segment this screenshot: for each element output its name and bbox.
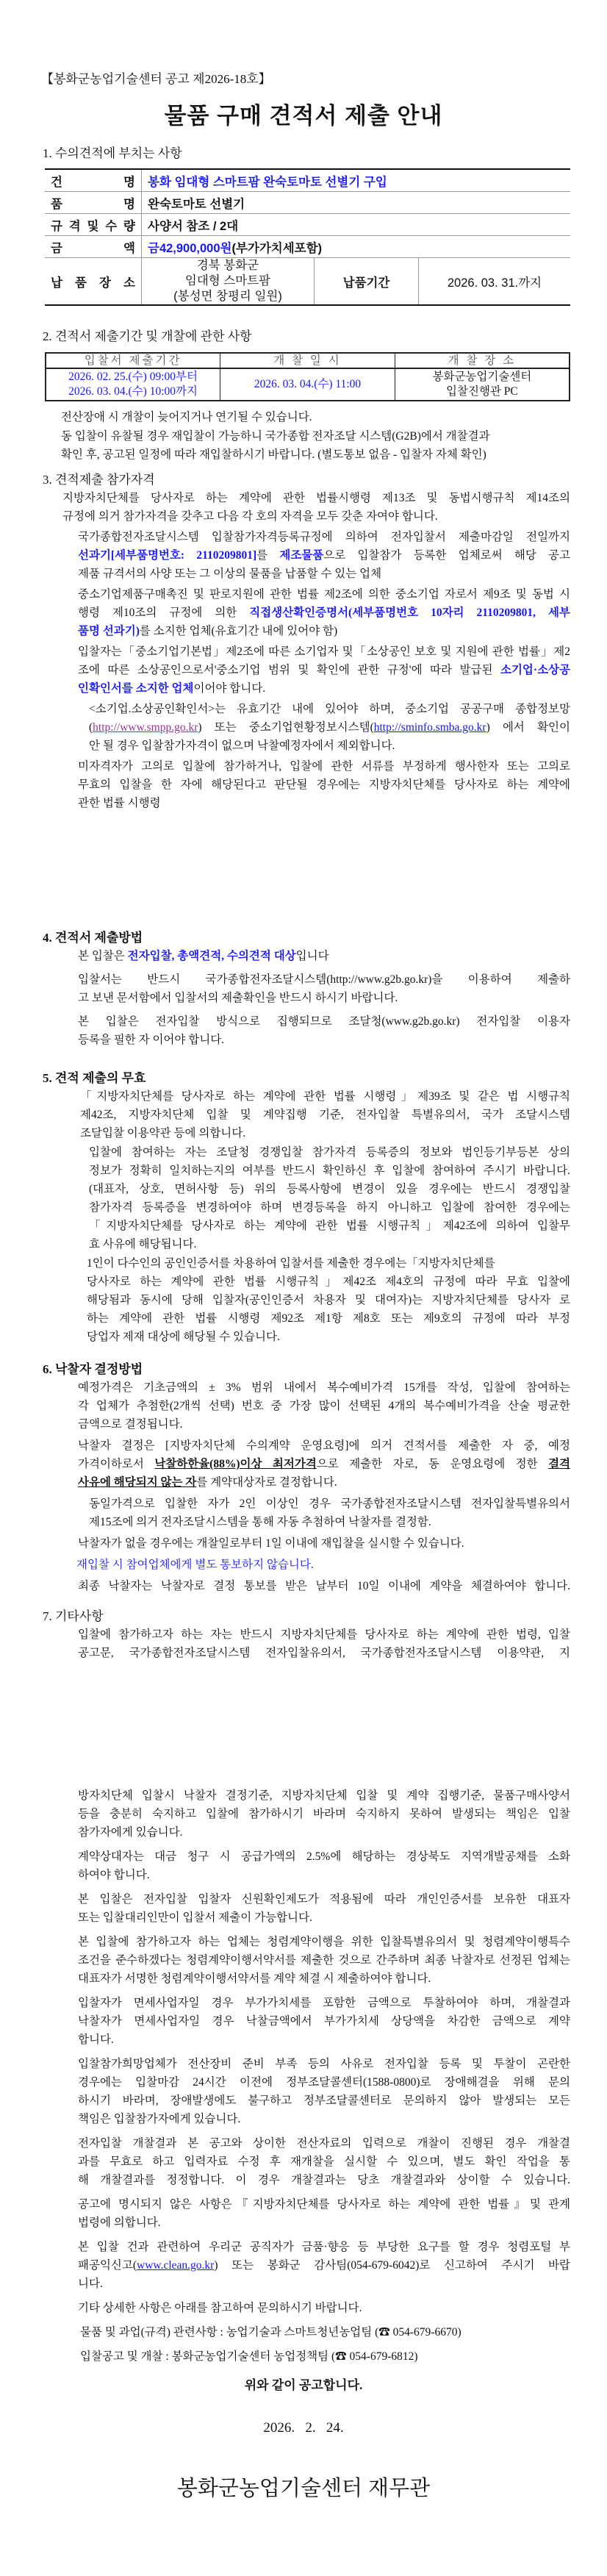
text-line: 당업자 제재 대상에 해당될 수 있습니다. [87,1331,280,1343]
list-item [0,1933,607,1988]
row-label: 품 명 [45,192,142,214]
list-item [0,947,607,965]
text-line: 제42조, 지방자치단체 입찰 및 계약집행 기준, 전자입찰 특별유의서, 국가 조달시스템 [80,1109,570,1121]
emphasis-text: 사유에 해당되지 않는 자 [78,1476,197,1489]
text-line: 입찰에 참가하고자 하는 자는 반드시 지방자치단체를 당사자로 하는 계약에 관한 법령, 입찰 [78,1628,570,1641]
text-line: <소기업.소상공인확인서>는 유효기간 내에 있어야 하며, 중소기업 공공구매 종합정보망 [89,703,570,715]
table-row [45,192,570,214]
text-line: 미자격자가 고의로 입찰에 참가하거나, 입찰에 관한 서류를 부정하게 행사한자 또는 고의로 [78,760,570,773]
period-end: 2026. 03. 04.(수) 10:00까지 [68,385,198,398]
text-line: 합니다. [78,2033,114,2046]
list-item [0,1786,607,1842]
text-line [76,1556,570,1574]
notice-date: 2026. 2. 24. [263,2420,344,2436]
text-line: 법령에 의합니다. [78,2217,161,2229]
text-line: 입찰참가희망업체가 전산장비 준비 부족 등의 사유로 전자입찰 등록 및 투찰이 곤란한 [78,2058,570,2070]
column-header: 개 찰 장 소 [395,353,570,368]
text-line [78,604,570,622]
text-line: 확인 후, 공고된 일정에 따라 재입찰하시기 바랍니다. (별도통보 없음 - 입찰자 자체 확인) [61,448,486,461]
emphasis-text: 인확인서를 소지한 업체 [78,682,194,695]
opening-place [395,368,570,401]
list-item [0,1577,607,1595]
section-heading: 7. 기타사항 [43,1609,104,1623]
list-item [0,1012,607,1049]
text-run: 를 소지한 업체(유효기간 내에 있어야 함) [139,625,338,637]
issuer: 봉화군농업기술센터 재무관 [176,2477,431,2500]
link[interactable]: http://sminfo.smba.go.kr [373,721,486,734]
table-row [45,214,570,236]
text-line: 해 개찰결과를 정정합니다. 이 경우 개찰결과는 당초 개찰결과와 상이할 수 있습니다. [78,2174,570,2186]
text-line: 참가자격 등록증을 변경하여야 하며 변경등록을 하지 아니하고 입찰에 참여한 경우에는 [89,1201,570,1214]
text-line: 고 보낸 문서함에서 입찰서의 제출확인을 반드시 하시기 바랍니다. [78,992,398,1004]
place-line: 입찰진행관 PC [446,385,518,398]
list-item [0,2323,607,2341]
list-item [0,1437,607,1492]
list-item [0,489,607,526]
column-header: 입찰서 제출기간 [46,353,220,368]
text-line: 최종 낙찰자는 낙찰자로 결정 통보를 받은 날부터 10일 이내에 계약을 체결하여야 합니다. [78,1580,570,1592]
list-item [0,1378,607,1434]
text-run: 패공익신고( [78,2259,137,2272]
text-line: (대표자, 상호, 면허사항 등) 위의 등록사항에 변경이 있을 경우에는 반드시 경쟁입찰 [89,1183,570,1195]
text-line: 동 입찰이 유찰될 경우 재입찰이 가능하니 국가종합 전자조달 시스템(G2B)에서 개찰결과 [61,430,490,443]
emphasis-text: 품명 선과기) [78,625,140,637]
text-run: 를 계약대상자로 결정합니다. [196,1476,337,1489]
text-line: 하시기 바라며, 장애발생에도 불구하고 정부조달콜센터로 문의하지 않아 발생되는 모든 [78,2094,570,2107]
text-line: 기타 상세한 사항은 아래를 참고하여 문의하시기 바랍니다. [78,2302,362,2314]
text-line [78,947,570,965]
text-line [78,1455,570,1473]
spec-quantity: 사양서 참조 / 2대 [142,214,571,236]
row-label: 금 액 [45,236,142,258]
text-line: 본 입찰에 참가하고자 하는 업체는 청렴계약이행을 위한 입찰특별유의서 및 청렴계약이행특수 [78,1936,570,1948]
section-1 [0,144,607,306]
text-line: 입찰공고 및 개찰 : 봉화군농업기술센터 농업정책팀 (☎ 054-679-6812) [80,2350,418,2363]
text-line: 해당됨과 동시에 당해 입찰자(공인인증서 차용자 및 대여자)는 지방자치단체를 당사자 로 [87,1294,570,1306]
item-name: 완숙토마토 선별기 [142,192,571,214]
period-start: 2026. 02. 25.(수) 09:00부터 [68,371,198,383]
place-line: 임대형 스마트팜 [184,274,271,287]
text-run: ) 또는 봉화군 감사팀(054-679-6042)로 신고하여 주시기 바랍 [214,2259,570,2272]
list-item [0,585,607,640]
text-line: 물품 및 과업(규격) 관련사항 : 농업기술과 스마트청년농업팀 (☎ 054-679-6670) [80,2326,461,2339]
list-item [0,1890,607,1927]
list-item [0,970,607,1007]
text-run: 으로 입찰참가 등록한 업체로써 해당 공고 [323,549,571,562]
text-line: 입찰에 참여하는 자는 조달청 경쟁입찰 참가자격 등록증의 정보와 법인등기부등본 상의 [89,1146,570,1159]
text-line: 중소기업제품구매촉진 및 판로지원에 관한 법률 제2조에 의한 중소기업 자로서 제9조 및 동법 시 [78,588,570,601]
text-line: 본 입찰은 전자입찰 방식으로 집행되므로 조달청(www.g2b.go.kr) 전자입찰 이용자 [78,1015,570,1028]
text-run: ) 에서 확인이 [486,721,570,734]
text-line: 제품 규격서의 사양 또는 그 이상의 물품을 납품할 수 있는 업체 [78,568,382,580]
table-row [45,258,570,306]
submission-period [46,368,220,401]
list-item [0,1495,607,1531]
list-item [0,643,607,698]
text-line [78,1473,570,1492]
text-line: 입찰자가 면세사업자일 경우 부가가치세를 포함한 금액으로 투찰하여야 하며, 개찰결과 [78,1997,570,2009]
table-row [45,236,570,258]
text-line: 국가종합전자조달시스템 입찰참가자격등록규정에 의하여 전자입찰서 제출마감일 전일까지 [78,531,570,543]
text-line: 1인이 다수인의 공인인증서를 차용하여 입찰서를 제출한 경우에는「지방자치단체를 [87,1257,495,1270]
link[interactable]: www.clean.go.kr [137,2259,215,2272]
text-line: 본 입찰은 전자입찰 입찰자 신원확인제도가 적용됨에 따라 개인인증서를 보유한 대표자 [78,1893,570,1906]
notes [0,408,607,464]
emphasis-text: 낙찰하한율(88%)이상 최저가격 [154,1458,317,1470]
place-line: 봉화군농업기술센터 [432,371,532,383]
text-line: 등을 충분히 숙지하고 입찰에 참가하시기 바라며 숙지하지 못하여 발생되는 책임은 입찰 [78,1808,570,1820]
text-line: 공고에 명시되지 않은 사항은『지방자치단체를 당사자로 하는 계약에 관한 법률』및 관계 [78,2198,570,2211]
text-line: 금액으로 결정됩니다. [78,1418,183,1431]
schedule-table [45,352,570,401]
text-line: 안 될 경우 입찰참가자격이 없으며 낙찰예정자에서 제외합니다. [89,740,395,752]
delivery-place [142,258,315,306]
text-line: 니다. [78,2278,103,2290]
notice-number: 【봉화군농업기술센터 공고 제2026-18호】 [41,72,271,86]
text-line [78,622,570,640]
text-run: 조에 따른 소상공인으로서'중소기업 범위 및 확인에 관한 규정'에 따라 발급된 [78,664,500,676]
text-line [89,718,570,737]
list-item [0,408,607,426]
list-item [0,1625,607,1662]
text-line: 전자입찰 개찰결과 본 공고와 상이한 전산자료의 입력으로 개찰이 진행된 경우 개찰결 [78,2137,570,2150]
place-line: 경북 봉화군 [196,259,259,272]
text-run: ( [89,721,93,734]
list-item [0,1994,607,2049]
text-line: 각 업체가 추첨한(2개씩 선택) 번호 중 가장 많이 선택된 4개의 복수예비가격을 산술 평균한 [78,1400,570,1412]
text-line: 무효의 입찰을 한 자에 해당된다고 판단될 경우에는 지방자치단체를 당사자로 하는 계약에 [78,779,570,791]
section-heading: 4. 견적서 제출방법 [43,931,143,945]
text-line: 제15조에 의거 전자조달시스템을 통해 자동 추첨하여 낙찰자를 결정함. [89,1516,431,1528]
table-row [45,169,570,192]
list-item [0,2299,607,2317]
text-line: 「지방자치단체를 당사자로 하는 계약에 관한 법률 시행령」제39조 및 같은 법 시행규칙 [80,1090,570,1103]
text-line: 당사자로 하는 계약에 관한 법률 시행규칙」제42조 제4호의 규정에 따라 무효 입찰에 [87,1276,570,1288]
section-heading: 3. 견적제출 참가자격 [43,473,155,487]
text-line: 효 사유에 해당됩니다. [89,1238,197,1251]
text-run: 행령 제10조의 규정에 의한 [78,607,250,619]
section-heading: 2. 견적서 제출기간 및 개찰에 관한 사항 [43,329,252,343]
list-item [0,528,607,583]
list-item [0,757,607,812]
section-6 [0,1360,607,1595]
text-line: 하는 계약에 관한 법률 시행령 제92조 제1항 제8호 또는 제9호의 규정에 따라 부정 [87,1312,570,1325]
text-line: 예정가격은 기초금액의 ± 3% 범위 내에서 복수예비가격 15개를 작성, 입찰에 참여하는 [78,1381,570,1394]
section-5 [0,1069,607,1346]
list-item [0,2055,607,2128]
section-7-continued [0,1786,607,2366]
text-line: 방자치단체 입찰시 낙찰자 결정기준, 지방자치단체 입찰 및 계약 집행기준, 물품구매사양서 [78,1789,570,1802]
list-item [0,1556,607,1574]
text-line [78,679,570,698]
table-row [46,368,570,401]
text-line [78,546,570,565]
list-item [0,427,607,464]
place-line: (봉성면 창평리 일원) [173,290,282,303]
section-heading: 5. 견적 제출의 무효 [43,1071,146,1085]
list-item [0,1087,607,1142]
text-line: 지방자치단체를 당사자로 하는 계약에 관한 법률시행령 제13조 및 동법시행규칙 제14조의 [62,492,570,504]
list-item [0,2238,607,2293]
list-item [0,2347,607,2366]
text-line: 관한 법률 시행령 [78,797,161,809]
text-line [78,2256,570,2275]
text-line: 입찰서는 반드시 국가종합전자조달시스템(http://www.g2b.go.kr)을 이용하여 제출하 [78,973,570,986]
table-header-row [46,353,570,368]
emphasis-text: 재입찰 시 참여업체에게 별도 통보하지 않습니다. [76,1559,314,1571]
text-run: ) 또는 중소기업현황정보시스템( [198,721,374,734]
list-item [0,700,607,755]
text-line: 낙찰자 결정은 [지방자치단체 수의계약 운영요령]에 의거 견적서를 제출한 자 중, 예정 [78,1439,570,1452]
row-label: 납 품 장 소 [45,258,142,306]
text-line: 참가자에게 있습니다. [78,1826,183,1839]
text-line: 규정에 의거 참가자격을 갖추고 다음 각 호의 자격을 모두 갖춘 자여야 합니다. [62,510,438,523]
page-title: 물품 구매 견적서 제출 안내 [164,103,443,129]
text-line: 책임은 입찰참가자에게 있습니다. [78,2113,241,2125]
text-run: 를 [256,549,280,562]
text-line: 공고문, 국가종합전자조달시스템 전자입찰유의서, 국가종합전자조달시스템 이용약관, 지 [78,1647,570,1659]
text-line: 과를 무효로 하고 입력자료 수정 후 재개찰을 실시할 수 있으며, 별도 확인 작업을 통 [78,2155,570,2168]
text-line: 또는 입찰대리인만이 입찰서 제출이 가능합니다. [78,1911,312,1924]
text-line: 본 입찰 건과 관련하여 우리군 공직자가 금품·향응 등 부당한 요구를 할 경우 청렴포털 부 [78,2241,570,2253]
emphasis-text: 선과기[세부품명번호: 2110209801] [78,549,257,562]
amount-value: 금42,900,000원 [148,241,232,255]
list-item [0,1254,607,1346]
section-3 [0,471,607,812]
emphasis-text: 전자입찰, 총액견적, 수의견적 대상 [127,950,296,962]
text-line: 정보가 정확히 일치하는지의 여부를 반드시 확인하신 후 입찰에 참여하여 주시기 바랍니다. [89,1164,570,1177]
list-item [0,1143,607,1253]
text-line [78,661,570,679]
text-line: 계약상대자는 대금 청구 시 공급가액의 2.5%에 해당하는 경상북도 지역개발공채를 소화 [78,1850,570,1863]
list-item [0,1534,607,1553]
link[interactable]: http://www.smpp.go.kr [93,721,198,734]
column-header: 개 찰 일 시 [220,353,395,368]
project-name: 봉화 임대형 스마트팜 완숙토마토 선별기 구입 [142,169,571,192]
section-heading: 6. 낙찰자 결정방법 [43,1362,143,1376]
row-label: 규 격 및 수 량 [45,214,142,236]
text-line: 동일가격으로 입찰한 자가 2인 이상인 경우 국가종합전자조달시스템 전자입찰특별유의서 [89,1498,570,1510]
text-line: 하여야 합니다. [78,1869,150,1881]
text-line: 입찰자는「중소기업기본법」제2조에 따른 소기업자 및「소상공인 보호 및 지원에 관한 법률」제2 [78,645,570,658]
text-line: 낙찰자가 없을 경우에는 개찰일로부터 1일 이내에 재입찰을 실시할 수 있습니다. [78,1537,464,1550]
list-item [0,1847,607,1884]
emphasis-text: 직접생산확인증명서(세부품명번호 10자리 2110209801, 세부 [249,607,571,619]
text-line: 낙찰자가 면세사업자일 경우 낙찰금액에서 부가가치세 상당액을 차감한 금액으로 계약 [78,2015,570,2028]
list-item [0,2195,607,2232]
emphasis-text: 제조물품 [279,549,324,562]
item-info-table [45,168,570,306]
text-line: 조달입찰 이용약관 등에 의합니다. [80,1127,246,1139]
row-label: 건 명 [45,169,142,192]
text-run: 으로 제출한 자로, 동 운영요령에 정한 [316,1458,549,1470]
section-4 [0,929,607,1049]
text-line: 조건을 준수하겠다는 청렴계약이행서약서를 제출한 것으로 간주하며 최종 낙찰자로 선정된 업체는 [78,1954,570,1967]
text-line: 경우에는 입찰마감 24시간 이전에 정부조달콜센터(1588-0800)로 장애해결을 위해 문의 [78,2076,570,2089]
text-line: 등록을 필한 자 이어야 합니다. [78,1034,225,1046]
section-heading: 1. 수의견적에 부치는 사항 [43,146,182,160]
section-7 [0,1607,607,1662]
text-line: 「지방자치단체를 당사자로 하는 계약에 관한 법률 시행규칙」제42조에 의하여 입찰무 [89,1220,570,1232]
closing-statement: 위와 같이 공고합니다. [244,2378,363,2392]
text-run: 입니다 [295,950,329,962]
opening-datetime: 2026. 03. 04.(수) 11:00 [220,368,395,401]
emphasis-text: 결격 [548,1458,571,1470]
text-run: 본 입찰은 [78,950,128,962]
emphasis-text: 소기업·소상공 [500,664,570,676]
text-run: 이어야 합니다. [193,682,266,695]
amount [142,236,571,258]
section-2 [0,327,607,464]
list-item [0,2134,607,2189]
delivery-period-label: 납품기간 [314,258,418,306]
text-line: 대표자가 서명한 청렴계약이행서약서를 계약 체결 시 제출하여야 합니다. [78,1972,431,1985]
text-line: 전산장애 시 개찰이 늦어지거나 연기될 수 있습니다. [61,411,312,423]
delivery-period: 2026. 03. 31.까지 [418,258,570,306]
amount-note: (부가가치세포함) [231,241,323,255]
text-run: 가격이하로서 [78,1458,155,1470]
